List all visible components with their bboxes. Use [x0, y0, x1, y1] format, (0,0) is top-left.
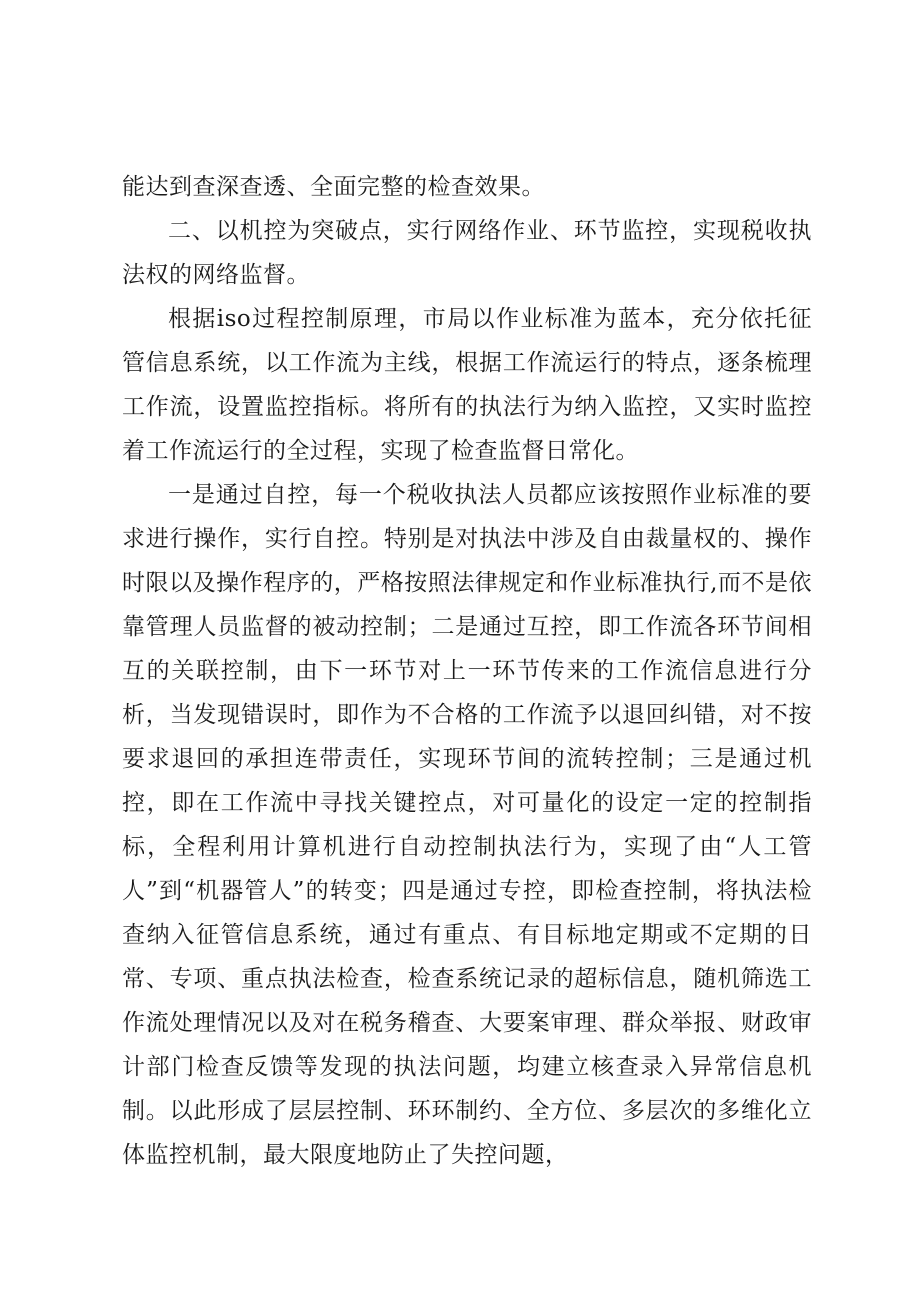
- section-heading-two: 二、以机控为突破点，实行网络作业、环节监控，实现税收执法权的网络监督。: [122, 218, 812, 288]
- paragraph-iso-principle: 根据iso过程控制原理，市局以作业标准为蓝本，充分依托征管信息系统，以工作流为主线，根据工作流运行的特点，逐条梳理工作流，设置监控指标。将所有的执法行为纳入监控，又实时监控着工作流运行的全过程，实现了检查监督日常化。: [122, 306, 812, 464]
- document-body: [122, 165, 812, 1177]
- paragraph-control-measures: 一是通过自控，每一个税收执法人员都应该按照作业标准的要求进行操作，实行自控。特别是对执法中涉及自由裁量权的、操作时限以及操作程序的，严格按照法律规定和作业标准执行,而不是依靠管理人员监督的被动控制；二是通过互控，即工作流各环节间相互的关联控制，由下一环节对上一环节传来的工作流信息进行分析，当发现错误时，即作为不合格的工作流予以退回纠错，对不按要求退回的承担连带责任，实现环节间的流转控制；三是通过机控，即在工作流中寻找关键控点，对可量化的设定一定的控制指标，全程利用计算机进行自动控制执法行为，实现了由“人工管人”到“机器管人”的转变；四是通过专控，即检查控制，将执法检查纳入征管信息系统，通过有重点、有目标地定期或不定期的日常、专项、重点执法检查，检查系统记录的超标信息，随机筛选工作流处理情况以及对在税务稽查、大要案审理、群众举报、财政审计部门检查反馈等发现的执法问题，均建立核查录入异常信息机制。以此形成了层层控制、环环制约、全方位、多层次的多维化立体监控机制，最大限度地防止了失控问题，: [122, 482, 812, 1168]
- paragraph-continuation: 能达到查深查透、全面完整的检查效果。: [122, 174, 545, 200]
